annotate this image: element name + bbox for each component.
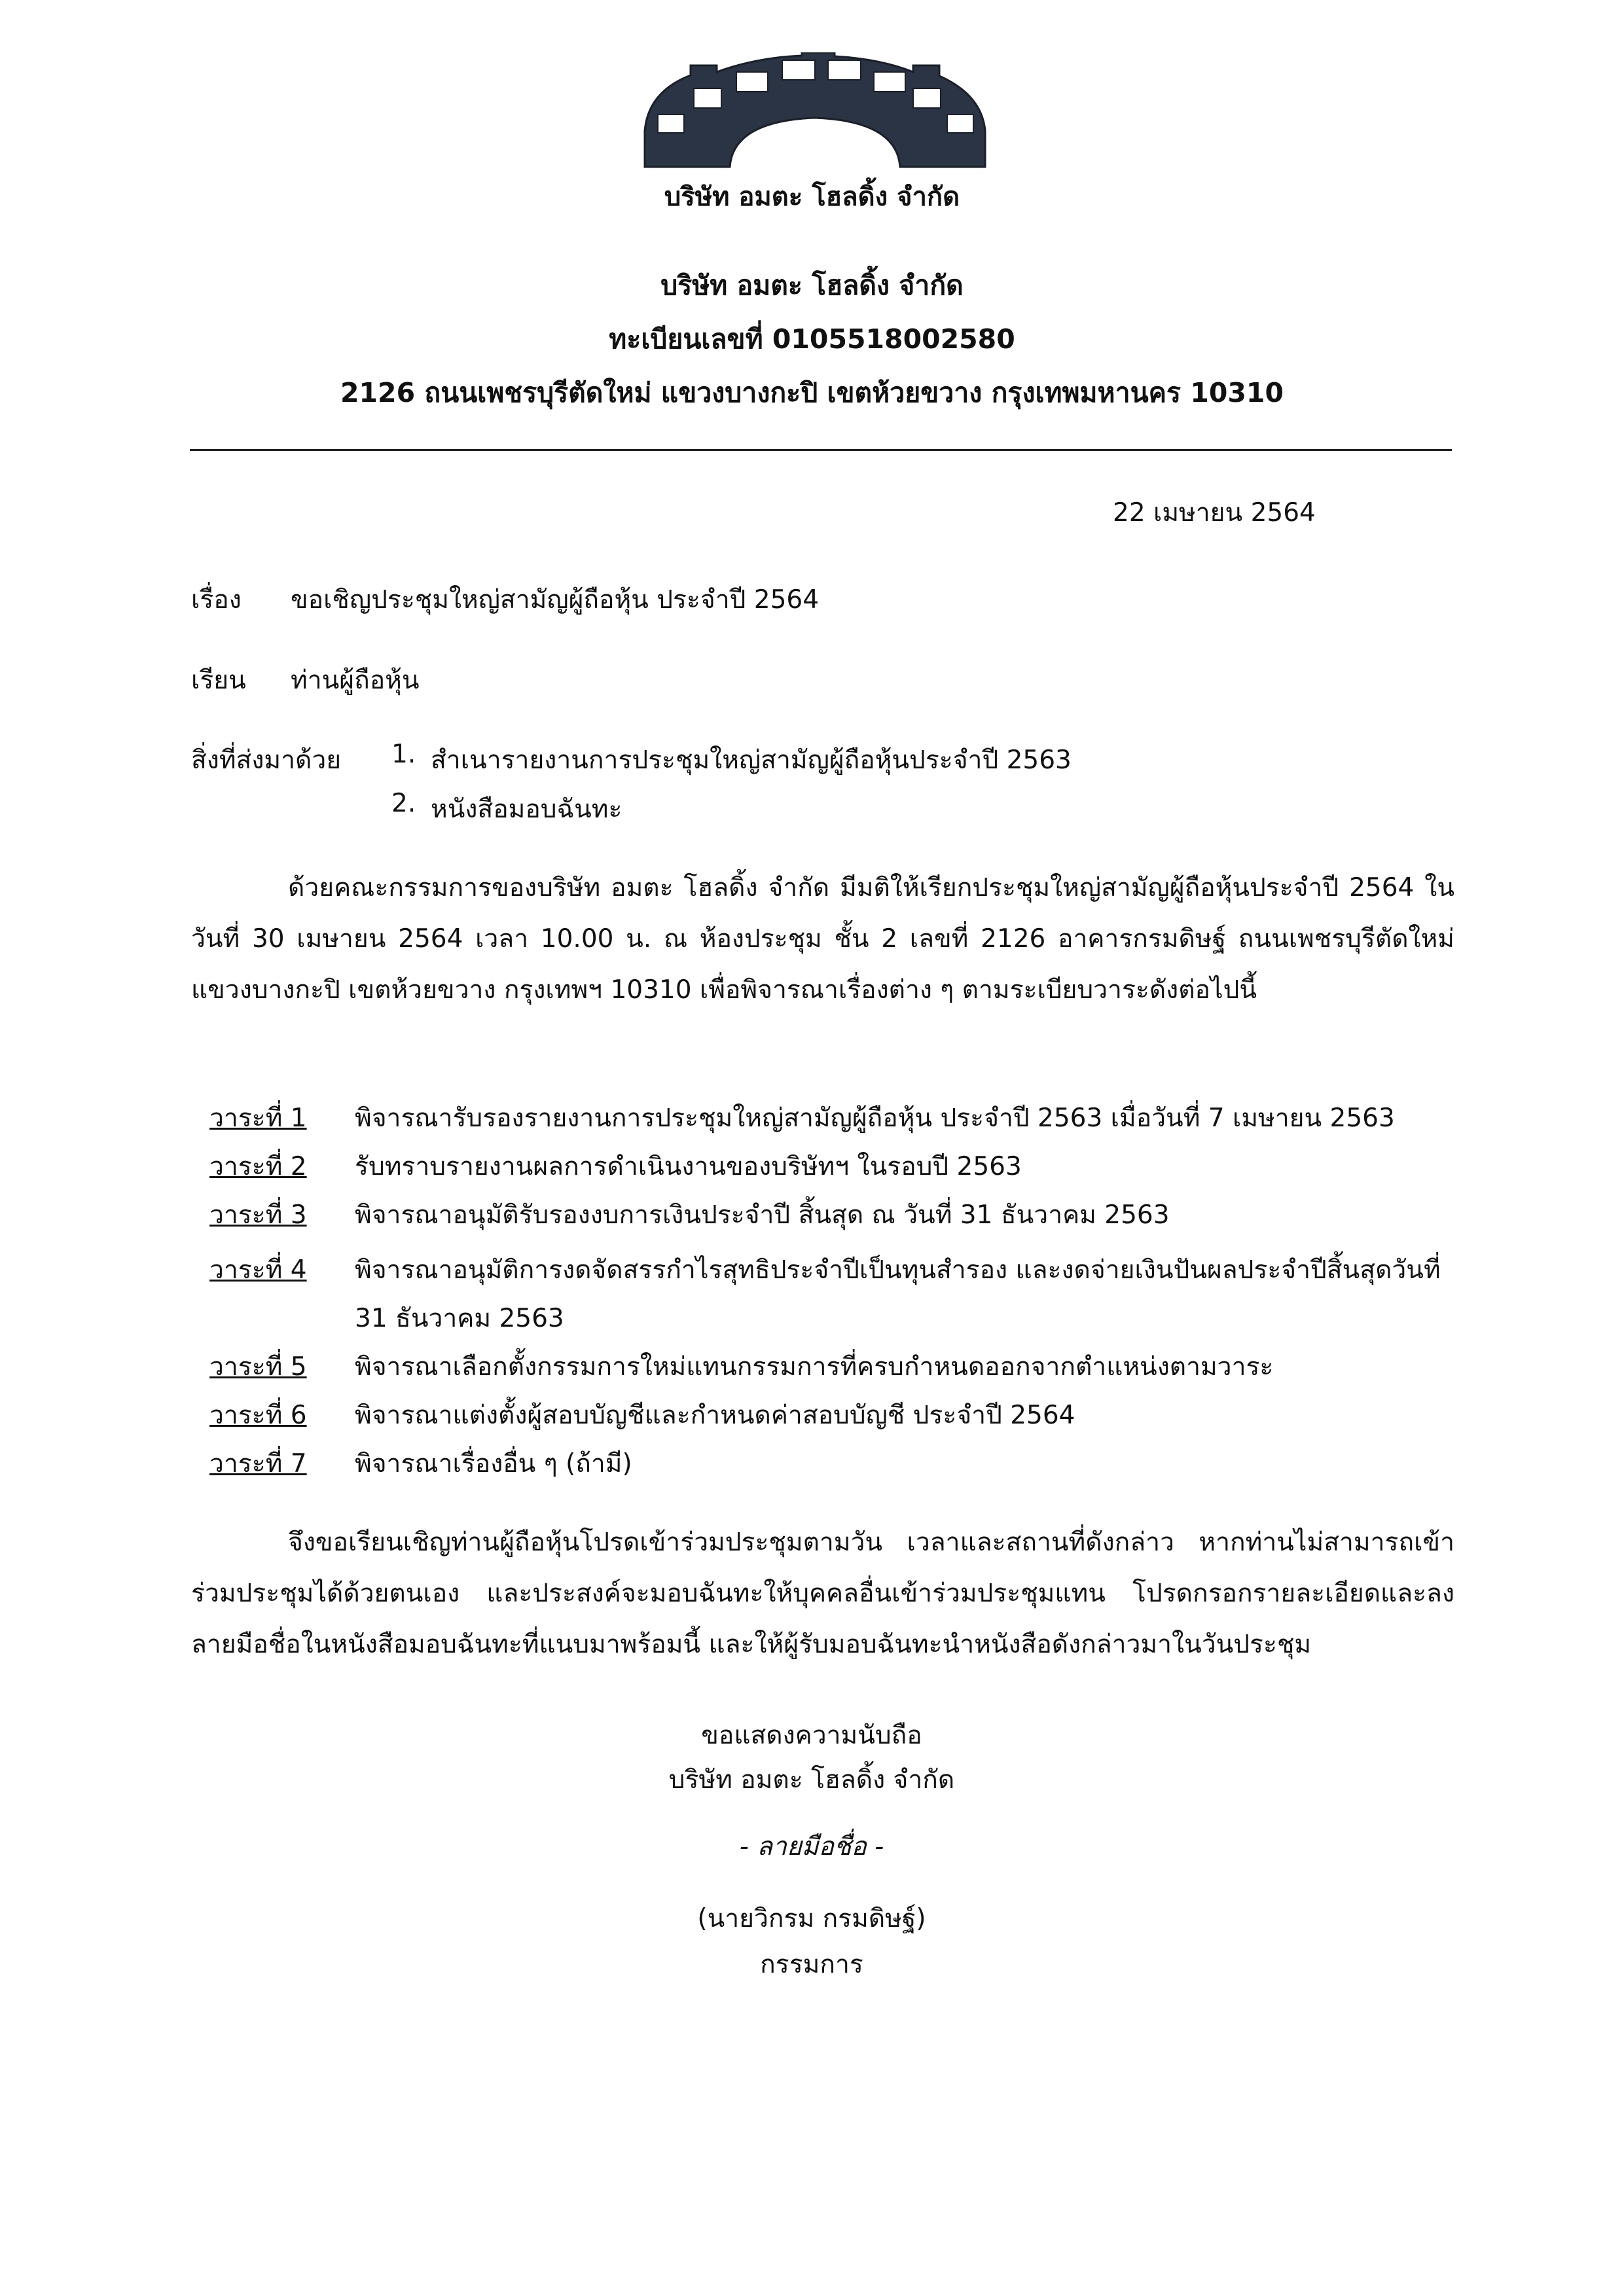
- enclosure-text: สำเนารายงานการประชุมใหญ่สามัญผู้ถือหุ้นประจำปี 2563: [431, 745, 1072, 775]
- enclosure-text: หนังสือมอบฉันทะ: [431, 795, 623, 824]
- company-logo: [638, 52, 992, 170]
- agenda-text: พิจารณาแต่งตั้งผู้สอบบัญชีและกำหนดค่าสอบบัญชี ประจำปี 2564: [355, 1401, 1075, 1430]
- company-header: [0, 259, 1624, 420]
- enclosures-label: สิ่งที่ส่งมาด้วย: [191, 745, 342, 775]
- logo-caption: บริษัท อมตะ โฮลดิ้ง จำกัด: [664, 181, 960, 212]
- company-address: 2126 ถนนเพชรบุรีตัดใหม่ แขวงบางกะปิ เขตห้วยขวาง กรุงเทพมหานคร 10310: [340, 377, 1284, 408]
- agenda-text: พิจารณารับรองรายงานการประชุมใหญ่สามัญผู้ถือหุ้น ประจำปี 2563 เมื่อวันที่ 7 เมษายน 2563: [355, 1103, 1395, 1133]
- agenda-label: วาระที่ 3: [209, 1200, 307, 1230]
- agenda-label: วาระที่ 2: [209, 1152, 307, 1181]
- header-divider: [190, 449, 1452, 451]
- agenda-label: วาระที่ 5: [209, 1352, 307, 1382]
- subject-label: เรื่อง: [191, 585, 242, 615]
- closing-regards: ขอแสดงความนับถือ: [701, 1721, 922, 1750]
- agenda-text: พิจารณาเลือกตั้งกรรมการใหม่แทนกรรมการที่ครบกำหนดออกจากตำแหน่งตามวาระ: [355, 1352, 1274, 1382]
- enclosure-number: 2.: [391, 789, 416, 818]
- agenda-text: พิจารณาอนุมัติการงดจัดสรรกำไรสุทธิประจำปีเป็นทุนสำรอง และงดจ่ายเงินปันผลประจำปีสิ้นสุดวันที่ 31 ธันวาคม 2563: [355, 1255, 1441, 1333]
- agenda-text: พิจารณาเรื่องอื่น ๆ (ถ้ามี): [355, 1449, 632, 1479]
- agenda-label: วาระที่ 6: [209, 1401, 307, 1430]
- agenda-text: รับทราบรายงานผลการดำเนินงานของบริษัทฯ ในรอบปี 2563: [355, 1152, 1022, 1181]
- agenda-label: วาระที่ 7: [209, 1449, 307, 1479]
- agenda-text: พิจารณาอนุมัติรับรองงบการเงินประจำปี สิ้นสุด ณ วันที่ 31 ธันวาคม 2563: [355, 1200, 1170, 1230]
- recipient-row: [191, 660, 420, 700]
- signature: - ลายมือชื่อ -: [739, 1832, 884, 1861]
- recipient-value: ท่านผู้ถือหุ้น: [291, 666, 420, 695]
- subject-value: ขอเชิญประชุมใหญ่สามัญผู้ถือหุ้น ประจำปี 2564: [291, 585, 820, 615]
- agenda-label: วาระที่ 1: [209, 1103, 307, 1133]
- gear-arch-logo-icon: [638, 52, 992, 170]
- enclosure-number: 1.: [391, 740, 416, 769]
- company-registration: ทะเบียนเลขที่ 0105518002580: [609, 323, 1015, 355]
- recipient-label: เรียน: [191, 666, 246, 695]
- closing-company: บริษัท อมตะ โฮลดิ้ง จำกัด: [668, 1765, 955, 1795]
- intro-paragraph: ด้วยคณะกรรมการของบริษัท อมตะ โฮลดิ้ง จำกัด มีมติให้เรียกประชุมใหญ่สามัญผู้ถือหุ้นประจำปี 2564 ในวันที่ 30 เมษายน 2564 เวลา 10.00 น. ณ ห้องประชุม ชั้น 2 เลขที่ 2126 อาคารกรมดิษฐ์ ถนนเพชรบุรีตัดใหม่ แขวงบางกะปิ เขตห้วยขวาง กรุงเทพฯ 10310 เพื่อพิจารณาเรื่องต่าง ๆ ตามระเบียบวาระดังต่อไปนี้: [191, 873, 1454, 1005]
- subject-row: [191, 579, 820, 620]
- letter-date: 22 เมษายน 2564: [1113, 498, 1316, 528]
- closing-paragraph: จึงขอเรียนเชิญท่านผู้ถือหุ้นโปรดเข้าร่วมประชุมตามวัน เวลาและสถานที่ดังกล่าว หากท่านไม่สามารถเข้าร่วมประชุมได้ด้วยตนเอง และประสงค์จะมอบฉันทะให้บุคคลอื่นเข้าร่วมประชุมแทน โปรดกรอกรายละเอียดและลงลายมือชื่อในหนังสือมอบฉันทะที่แนบมาพร้อมนี้ และให้ผู้รับมอบฉันทะนำหนังสือดังกล่าวมาในวันประชุม: [191, 1528, 1454, 1659]
- agenda-label: วาระที่ 4: [209, 1255, 307, 1285]
- signer-name: (นายวิกรม กรมดิษฐ์): [697, 1904, 926, 1933]
- company-name: บริษัท อมตะ โฮลดิ้ง จำกัด: [660, 270, 964, 301]
- signer-title: กรรมการ: [760, 1950, 863, 1979]
